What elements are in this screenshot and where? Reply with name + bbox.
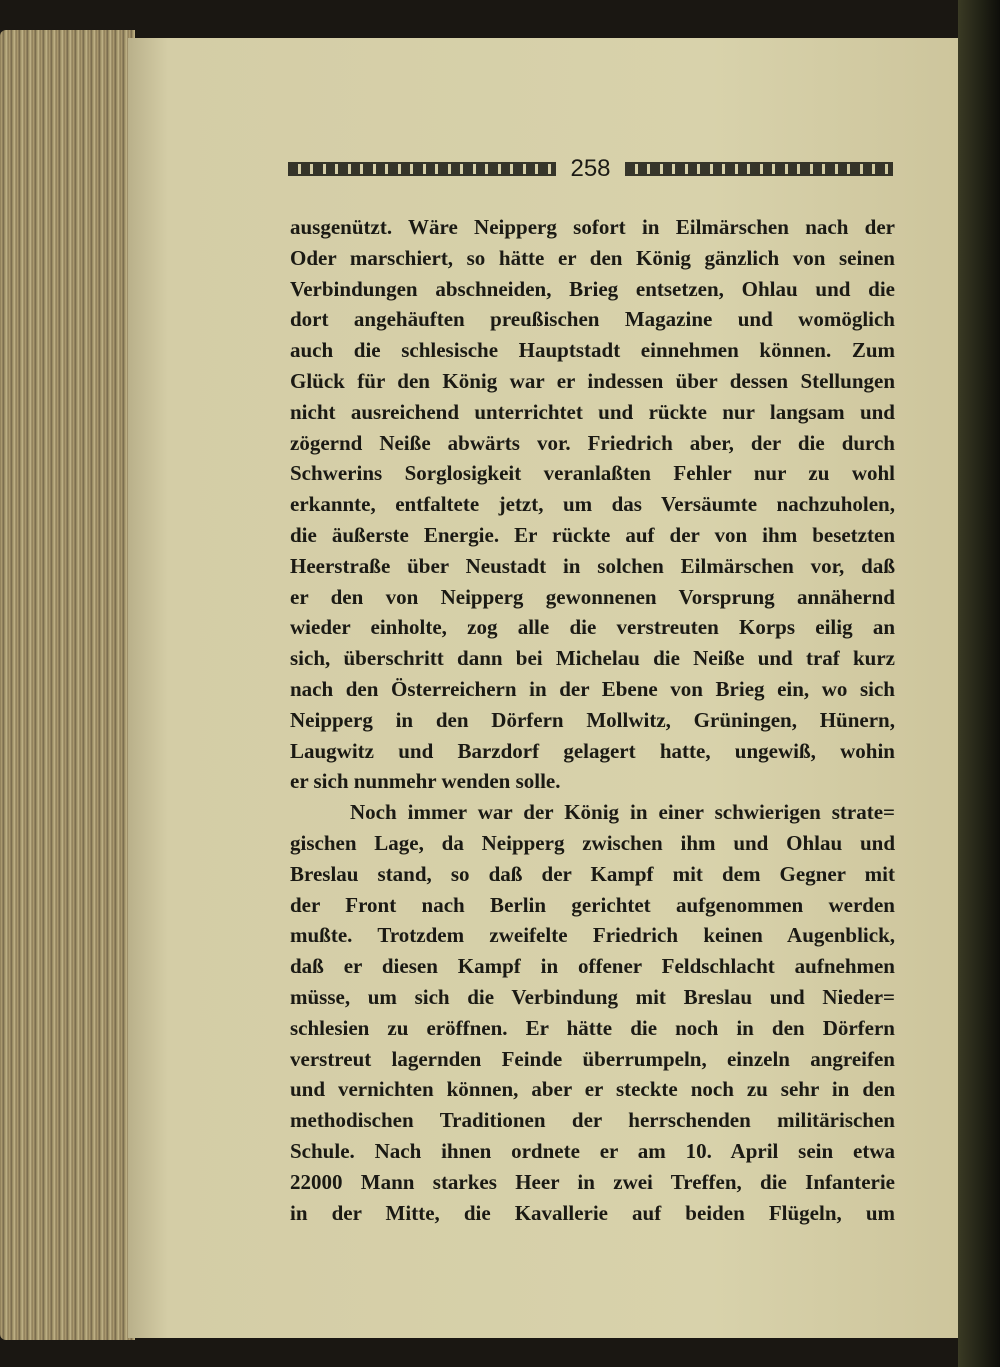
text-line: ausgenützt. Wäre Neipperg sofort in Eilmärschen nach der: [290, 215, 895, 239]
text-line: nicht ausreichend unterrichtet und rückte nur langsam und: [290, 399, 895, 424]
text-line: wieder einholte, zog alle die verstreuten Korps eilig an: [290, 615, 895, 640]
text-line: 22000 Mann starkes Heer in zwei Treffen, die Infanterie: [290, 1169, 895, 1194]
page-header: [288, 152, 893, 186]
text-line: er den von Neipperg gewonnenen Vorsprung annähernd: [290, 584, 895, 609]
text-line: Verbindungen abschneiden, Brieg entsetzen, Ohlau und die: [290, 276, 895, 301]
ornament-right: [625, 162, 893, 176]
text-line: Neipperg in den Dörfern Mollwitz, Grüningen, Hünern,: [290, 707, 895, 732]
text-line: Glück für den König war er indessen über dessen Stellungen: [290, 368, 895, 393]
book-page-edges: [0, 30, 135, 1340]
text-line: methodischen Traditionen der herrschenden militärischen: [290, 1108, 895, 1133]
text-line: Schule. Nach ihnen ordnete er am 10. April sein etwa: [290, 1138, 895, 1163]
page-number: 258: [570, 155, 611, 182]
text-line: sich, überschritt dann bei Michelau die Neiße und traf kurz: [290, 646, 895, 671]
facing-page-edge: [958, 0, 1000, 1367]
text-line: zögernd Neiße abwärts vor. Friedrich aber, der die durch: [290, 430, 895, 455]
text-line: nach den Österreichern in der Ebene von Brieg ein, wo sich: [290, 676, 895, 701]
text-line: in der Mitte, die Kavallerie auf beiden Flügeln, um: [290, 1200, 895, 1225]
text-line: Noch immer war der König in einer schwierigen strate=: [350, 800, 895, 825]
body-text: [290, 212, 895, 1228]
ornament-left: [288, 162, 556, 176]
text-line: Laugwitz und Barzdorf gelagert hatte, ungewiß, wohin: [290, 738, 895, 763]
text-line: die äußerste Energie. Er rückte auf der von ihm besetzten: [290, 522, 895, 547]
text-line: erkannte, entfaltete jetzt, um das Versäumte nachzuholen,: [290, 492, 895, 517]
text-line: daß er diesen Kampf in offener Feldschlacht aufnehmen: [290, 954, 895, 979]
text-line: und vernichten können, aber er steckte noch zu sehr in den: [290, 1077, 895, 1102]
text-line: gischen Lage, da Neipperg zwischen ihm und Ohlau und: [290, 830, 895, 855]
text-line: er sich nunmehr wenden solle.: [290, 769, 561, 794]
text-line: mußte. Trotzdem zweifelte Friedrich keinen Augenblick,: [290, 923, 895, 948]
text-line: Heerstraße über Neustadt in solchen Eilmärschen vor, daß: [290, 553, 895, 578]
text-line: der Front nach Berlin gerichtet aufgenommen werden: [290, 892, 895, 917]
text-line: Oder marschiert, so hätte er den König gänzlich von seinen: [290, 245, 895, 270]
text-line: verstreut lagernden Feinde überrumpeln, einzeln angreifen: [290, 1046, 895, 1071]
text-line: auch die schlesische Hauptstadt einnehmen können. Zum: [290, 338, 895, 363]
text-line: dort angehäuften preußischen Magazine und womöglich: [290, 307, 895, 332]
text-line: Breslau stand, so daß der Kampf mit dem Gegner mit: [290, 861, 895, 886]
text-line: schlesien zu eröffnen. Er hätte die noch in den Dörfern: [290, 1015, 895, 1040]
text-line: Schwerins Sorglosigkeit veranlaßten Fehler nur zu wohl: [290, 461, 895, 486]
text-line: müsse, um sich die Verbindung mit Breslau und Nieder=: [290, 984, 895, 1009]
